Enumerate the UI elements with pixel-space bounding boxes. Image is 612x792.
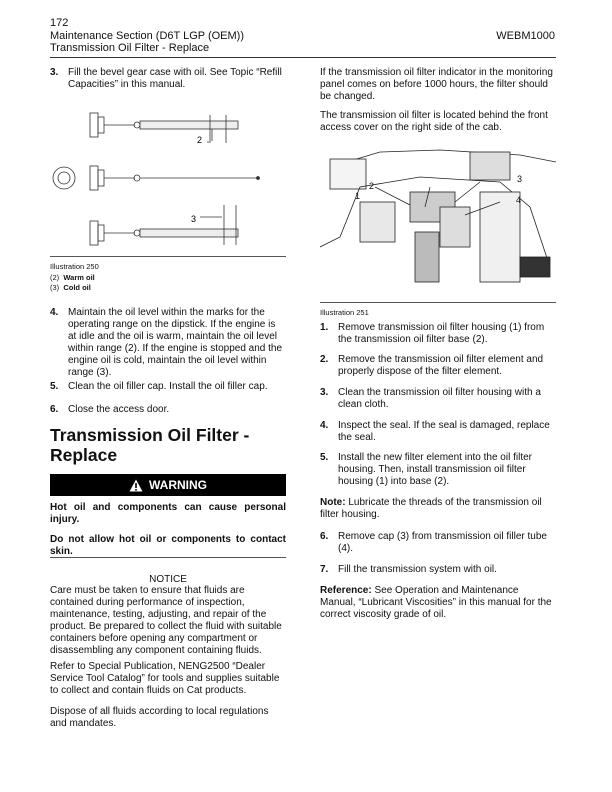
callout-2: 2 xyxy=(369,181,375,191)
notice-title: NOTICE xyxy=(149,574,187,585)
step-text: Fill the bevel gear case with oil. See Topic “Refill Capacities” in this manual. xyxy=(68,67,282,90)
warning-text-1: Hot oil and components can cause personal injury. xyxy=(50,502,286,525)
illustration-251-label: Illustration 251 xyxy=(320,308,369,317)
header-rule xyxy=(50,57,556,58)
page-number: 172 xyxy=(50,17,69,29)
dipstick-illustration xyxy=(50,105,286,257)
step-6r: 6. Remove cap (3) from transmission oil filler tube (4). xyxy=(320,531,547,554)
note: Note: Lubricate the threads of the transmission oil filter housing. xyxy=(320,497,542,520)
oil-filter-housing xyxy=(415,232,439,282)
legend-item: (2) Warm oil xyxy=(50,273,95,282)
step-1: 1. Remove transmission oil filter housing (1) from the transmission oil filter base (2). xyxy=(320,322,545,345)
intro-paragraph-2: The transmission oil filter is located behind the front access cover on the right side of the cab. xyxy=(320,110,548,133)
doc-id: WEBM1000 xyxy=(496,30,555,42)
section-heading: Transmission Oil Filter - Replace xyxy=(50,425,250,465)
step-7r: 7. Fill the transmission system with oil. xyxy=(320,564,497,575)
step-4r: 4. Inspect the seal. If the seal is damaged, replace the seal. xyxy=(320,420,550,443)
figure-rule xyxy=(50,256,286,257)
step-5: 5. Clean the oil filler cap. Install the oil filler cap. xyxy=(50,381,268,392)
illustration-250-label: Illustration 250 xyxy=(50,262,99,271)
intro-paragraph-1: If the transmission oil filter indicator in the monitoring panel comes on before 1000 hours, the filter should be changed. xyxy=(320,67,553,102)
step-3r: 3. Clean the transmission oil filter housing with a clean cloth. xyxy=(320,387,541,410)
warning-rule xyxy=(50,557,286,558)
step-5r: 5. Install the new filter element into the oil filter housing. Then, install transmission oil filter housing (1) into base (2). xyxy=(320,452,532,487)
step-4: 4. Maintain the oil level within the marks for the operating range on the dipstick. If the engine is at idle and the oil is warm, maintain the oil level within range (2). If the engine is stopped and the engine oil is cold, maintain the oil level within range (3). xyxy=(50,307,283,378)
warning-banner: WARNING xyxy=(50,474,286,496)
callout-4: 4 xyxy=(516,195,522,205)
step-6: 6. Close the access door. xyxy=(50,404,170,415)
warning-triangle-icon xyxy=(129,479,143,492)
topic-title-header: Transmission Oil Filter - Replace xyxy=(50,42,210,54)
notice-paragraph-1: Care must be taken to ensure that fluids are contained during performance of inspection, maintenance, testing, adjusting, and repair of the product. Be prepared to collect the fluid with suitable containers before opening any compartment or disassembling any component containing fluids. xyxy=(50,585,282,656)
notice-paragraph-3: Dispose of all fluids according to local regulations and mandates. xyxy=(50,706,269,729)
warning-text-2: Do not allow hot oil or components to contact skin. xyxy=(50,534,286,557)
figure-rule xyxy=(320,302,556,303)
legend-item: (3) Cold oil xyxy=(50,283,91,292)
callout-1: 1 xyxy=(355,191,361,201)
filter-location-illustration xyxy=(320,147,556,299)
step-number: 3. xyxy=(50,67,59,78)
step-3 xyxy=(50,67,286,91)
section-title-header: Maintenance Section (D6T LGP (OEM)) xyxy=(50,30,245,42)
callout-3: 3 xyxy=(517,174,523,184)
callout-2: 2 xyxy=(197,135,203,145)
dipstick-cap xyxy=(90,113,98,137)
step-2: 2. Remove the transmission oil filter element and properly dispose of the filter element. xyxy=(320,354,544,377)
notice-paragraph-2: Refer to Special Publication, NENG2500 “Dealer Service Tool Catalog” for tools and supplies suitable to collect and contain fluids on Cat products. xyxy=(50,661,280,696)
callout-3: 3 xyxy=(191,214,197,224)
reference: Reference: See Operation and Maintenance Manual, “Lubricant Viscosities” in this manual for the correct viscosity grade of oil. xyxy=(320,585,552,620)
